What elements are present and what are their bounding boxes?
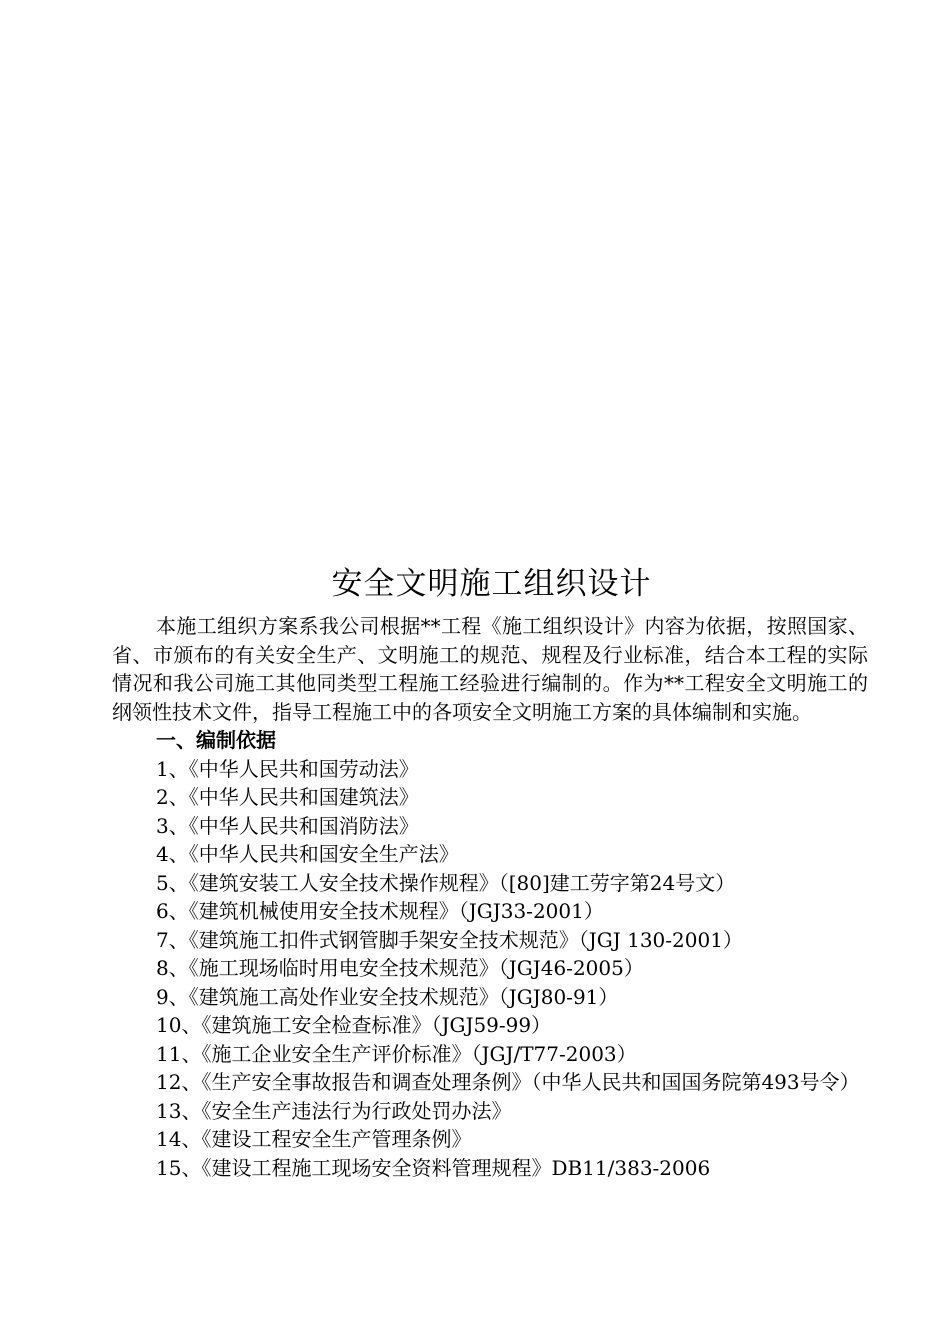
reference-item-13: 13、《安全生产违法行为行政处罚办法》 <box>156 1098 512 1123</box>
reference-item-10: 10、《建筑施工安全检查标准》（JGJ59-99） <box>156 1013 552 1037</box>
reference-item-1: 1、《中华人民共和国劳动法》 <box>156 756 419 781</box>
reference-item-14: 14、《建设工程安全生产管理条例》 <box>156 1127 472 1151</box>
section-heading: 一、编制依据 <box>156 728 276 752</box>
document-body <box>112 612 868 1182</box>
reference-item-6: 6、《建筑机械使用安全技术规程》（JGJ33-2001） <box>156 899 604 923</box>
reference-item-5: 5、《建筑安装工人安全技术操作规程》（[80]建工劳字第24号文） <box>156 870 736 895</box>
reference-item-9: 9、《建筑施工高处作业安全技术规范》（JGJ80-91） <box>156 984 619 1009</box>
document-title: 安全文明施工组织设计 <box>331 566 652 602</box>
reference-list <box>112 755 868 1183</box>
reference-item-7: 7、《建筑施工扣件式钢管脚手架安全技术规范》（JGJ 130-2001） <box>156 927 743 952</box>
reference-item-11: 11、《施工企业安全生产评价标准》（JGJ/T77-2003） <box>156 1041 637 1066</box>
reference-item-15: 15、《建设工程施工现场安全资料管理规程》DB11/383-2006 <box>156 1155 711 1180</box>
reference-item-8: 8、《施工现场临时用电安全技术规范》（JGJ46-2005） <box>156 956 644 980</box>
reference-item-2: 2、《中华人民共和国建筑法》 <box>156 785 419 809</box>
reference-item-4: 4、《中华人民共和国安全生产法》 <box>156 842 459 866</box>
reference-item-12: 12、《生产安全事故报告和调查处理条例》（中华人民共和国国务院第493号令） <box>156 1070 860 1094</box>
reference-item-3: 3、《中华人民共和国消防法》 <box>156 813 419 838</box>
intro-paragraph: 本施工组织方案系我公司根据**工程《施工组织设计》内容为依据，按照国家、省、市颁布的有关安全生产、文明施工的规范、规程及行业标准，结合本工程的实际情况和我公司施工其他同类型工程施工经验进行编制的。作为**工程安全文明施工的纲领性技术文件，指导工程施工中的各项安全文明施工方案的具体编制和实施。 <box>112 614 868 724</box>
